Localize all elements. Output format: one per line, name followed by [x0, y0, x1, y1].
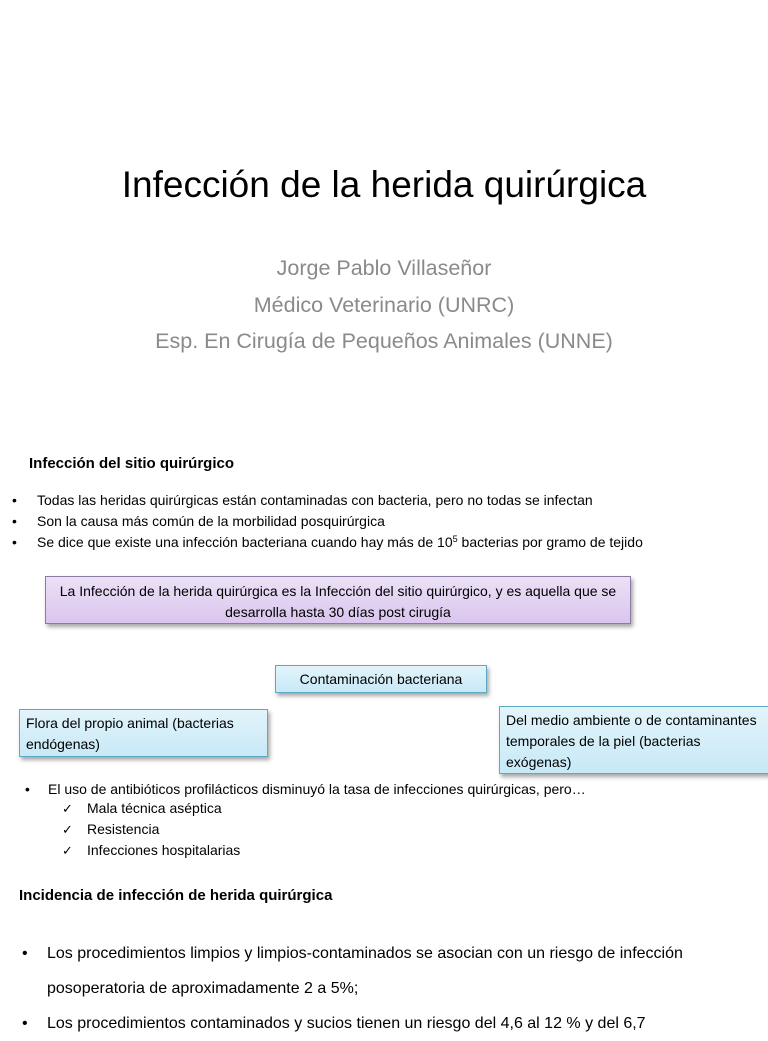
- bullet-list-incidencia: [22, 936, 762, 1041]
- bullet-text: Se dice que existe una infección bacteriana cuando hay más de 10: [37, 534, 453, 550]
- check-item: [62, 798, 240, 819]
- check-label: Resistencia: [87, 821, 160, 837]
- author-degree: Médico Veterinario (UNRC): [253, 292, 515, 317]
- slide-title: Infección de la herida quirúrgica: [121, 164, 647, 205]
- author-specialty: Esp. En Cirugía de Pequeños Animales (UNNE): [155, 329, 613, 353]
- contamination-box: Contaminación bacteriana: [275, 665, 487, 693]
- checkmark-icon: ✓: [62, 843, 73, 858]
- bullet-text: bacterias por gramo de tejido: [457, 534, 643, 550]
- section-heading-sitio: Infección del sitio quirúrgico: [29, 455, 235, 472]
- check-item: [62, 819, 240, 840]
- exogenous-environment-box: Del medio ambiente o de contaminantes temporales de la piel (bacterias exógenas): [499, 706, 768, 774]
- bullet-item: • Los procedimientos contaminados y sucios tienen un riesgo del 4,6 al 12 % y del 6,7: [22, 1006, 762, 1041]
- antibiotics-bullet: [25, 779, 586, 800]
- bullet-list-sitio: [12, 490, 762, 553]
- check-list: [62, 798, 240, 861]
- check-label: Mala técnica aséptica: [87, 800, 222, 816]
- bullet-item: [12, 532, 762, 553]
- bullet-dot: •: [25, 781, 30, 797]
- antibiotics-text: El uso de antibióticos profilácticos disminuyó la tasa de infecciones quirúrgicas, pero…: [48, 781, 586, 797]
- check-label: Infecciones hospitalarias: [87, 842, 241, 858]
- checkmark-icon: ✓: [62, 822, 73, 837]
- check-item: [62, 840, 240, 861]
- bullet-item: • Son la causa más común de la morbilidad posquirúrgica: [12, 511, 762, 532]
- slide-subtitle: [0, 250, 768, 360]
- definition-box: La Infección de la herida quirúrgica es la Infección del sitio quirúrgico, y es aquella que se desarrolla hasta 30 días post cirugía: [45, 576, 631, 624]
- section-heading-incidencia: Incidencia de infección de herida quirúrgica: [19, 887, 333, 904]
- bullet-item: • Todas las heridas quirúrgicas están contaminadas con bacteria, pero no todas se infectan: [12, 490, 762, 511]
- exponent: 5: [452, 534, 458, 544]
- endogenous-flora-box: Flora del propio animal (bacterias endógenas): [19, 709, 268, 757]
- checkmark-icon: ✓: [62, 801, 73, 816]
- bullet-item: • Los procedimientos limpios y limpios-contaminados se asocian con un riesgo de infección posoperatoria de aproximadamente 2 a 5%;: [22, 936, 762, 1006]
- author-name: Jorge Pablo Villaseñor: [276, 256, 492, 280]
